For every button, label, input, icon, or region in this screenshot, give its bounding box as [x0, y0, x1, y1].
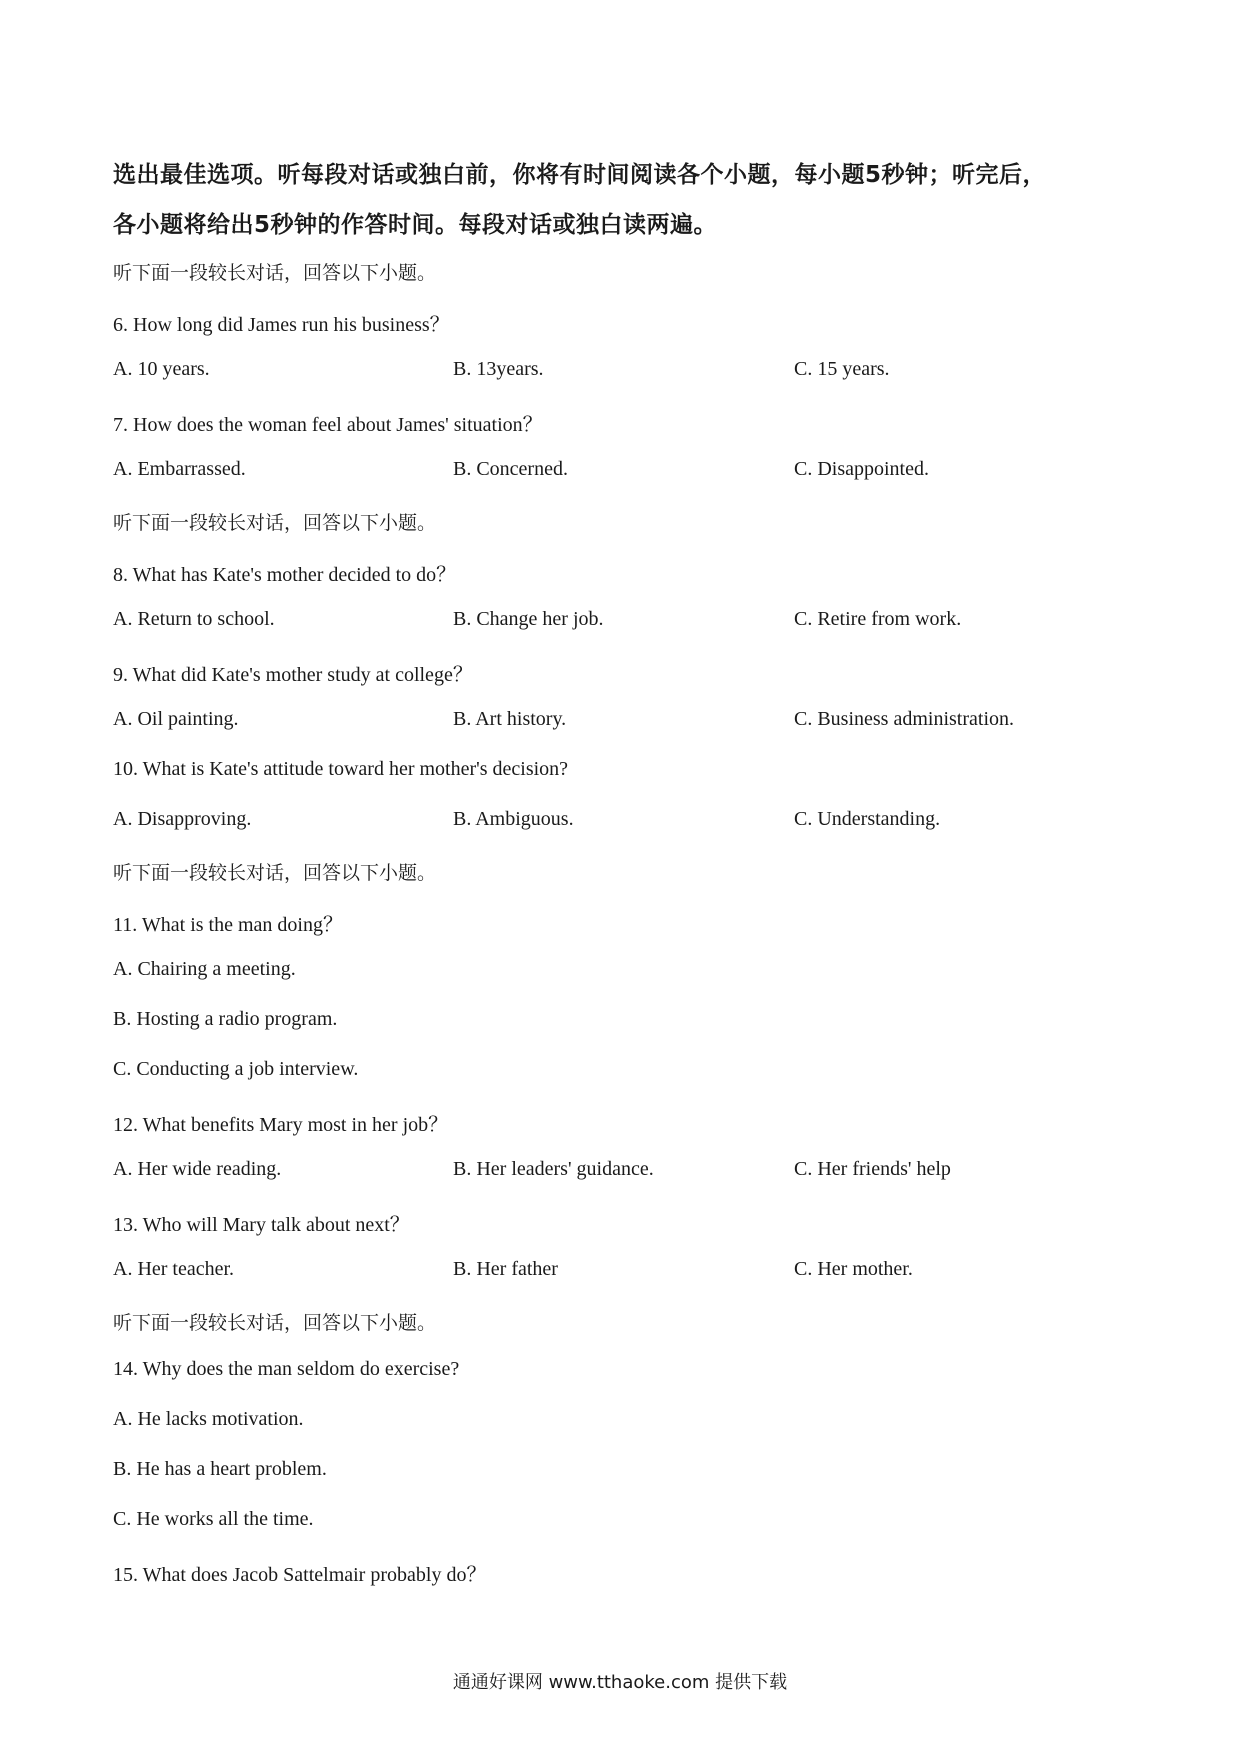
- options-7: [113, 458, 1113, 488]
- option-13b: B. Her father: [453, 1258, 558, 1280]
- options-10: [113, 808, 1113, 838]
- option-14c: C. He works all the time.: [113, 1508, 314, 1530]
- question-14: 14. Why does the man seldom do exercise?: [113, 1358, 460, 1380]
- section-instruction: 听下面一段较长对话，回答以下小题。: [113, 862, 437, 884]
- option-9a: A. Oil painting.: [113, 708, 239, 730]
- option-10a: A. Disapproving.: [113, 808, 252, 830]
- question-8: 8. What has Kate's mother decided to do？: [113, 564, 457, 586]
- option-10b: B. Ambiguous.: [453, 808, 574, 830]
- option-13c: C. Her mother.: [794, 1258, 913, 1280]
- option-14a: A. He lacks motivation.: [113, 1408, 304, 1430]
- option-10c: C. Understanding.: [794, 808, 941, 830]
- page-footer: 通通好课网 www.tthaoke.com 提供下载: [452, 1672, 788, 1693]
- section-instruction: 听下面一段较长对话，回答以下小题。: [113, 512, 437, 534]
- question-13: 13. Who will Mary talk about next？: [113, 1214, 410, 1236]
- option-12a: A. Her wide reading.: [113, 1158, 282, 1180]
- option-12b: B. Her leaders' guidance.: [453, 1158, 654, 1180]
- option-11b: B. Hosting a radio program.: [113, 1008, 338, 1030]
- option-11c: C. Conducting a job interview.: [113, 1058, 359, 1080]
- question-12: 12. What benefits Mary most in her job？: [113, 1114, 449, 1136]
- instruction-line-2: 各小题将给出5秒钟的作答时间。每段对话或独白读两遍。: [113, 212, 718, 238]
- section-instruction: 听下面一段较长对话，回答以下小题。: [113, 262, 437, 284]
- options-12: [113, 1158, 1113, 1188]
- option-13a: A. Her teacher.: [113, 1258, 235, 1280]
- option-6b: B. 13years.: [453, 358, 544, 380]
- option-7c: C. Disappointed.: [794, 458, 929, 480]
- option-9c: C. Business administration.: [794, 708, 1014, 730]
- question-6: 6. How long did James run his business？: [113, 314, 450, 336]
- option-6c: C. 15 years.: [794, 358, 890, 380]
- option-7a: A. Embarrassed.: [113, 458, 246, 480]
- option-11a: A. Chairing a meeting.: [113, 958, 296, 980]
- option-8a: A. Return to school.: [113, 608, 275, 630]
- section-instruction: 听下面一段较长对话，回答以下小题。: [113, 1312, 437, 1334]
- options-9: [113, 708, 1113, 738]
- option-8b: B. Change her job.: [453, 608, 604, 630]
- option-14b: B. He has a heart problem.: [113, 1458, 327, 1480]
- options-6: [113, 358, 1113, 388]
- question-9: 9. What did Kate's mother study at college？: [113, 664, 473, 686]
- listening-instructions: [113, 150, 1133, 250]
- question-7: 7. How does the woman feel about James' situation？: [113, 414, 543, 436]
- question-11: 11. What is the man doing？: [113, 914, 343, 936]
- question-10: 10. What is Kate's attitude toward her mother's decision?: [113, 758, 569, 780]
- option-9b: B. Art history.: [453, 708, 567, 730]
- option-6a: A. 10 years.: [113, 358, 210, 380]
- instruction-line-1: 选出最佳选项。听每段对话或独白前，你将有时间阅读各个小题，每小题5秒钟；听完后，: [113, 162, 1047, 188]
- options-13: [113, 1258, 1113, 1288]
- option-8c: C. Retire from work.: [794, 608, 962, 630]
- option-12c: C. Her friends' help: [794, 1158, 951, 1180]
- question-15: 15. What does Jacob Sattelmair probably do？: [113, 1564, 487, 1586]
- options-8: [113, 608, 1113, 638]
- option-7b: B. Concerned.: [453, 458, 568, 480]
